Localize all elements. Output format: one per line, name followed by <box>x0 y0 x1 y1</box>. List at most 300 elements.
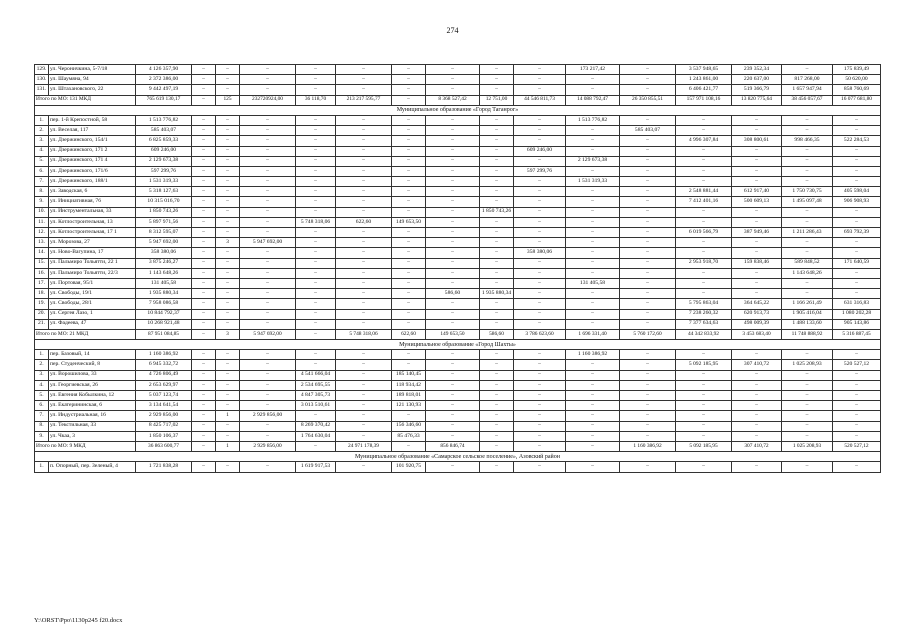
value-cell: – <box>620 462 676 472</box>
value-cell: – <box>620 350 676 360</box>
value-cell: – <box>296 197 336 207</box>
value-cell: – <box>392 411 426 421</box>
value-cell: – <box>426 360 480 370</box>
value-cell: – <box>782 391 833 401</box>
table-row <box>35 177 881 187</box>
total-cell: – <box>192 441 216 451</box>
value-cell: – <box>833 350 881 360</box>
value-cell: – <box>620 177 676 187</box>
value-cell: – <box>192 217 216 227</box>
value-cell: – <box>192 85 216 95</box>
value-cell: – <box>192 462 216 472</box>
value-cell: 4 996 307,84 <box>676 136 732 146</box>
value-cell: – <box>566 319 620 329</box>
table-row <box>35 156 881 166</box>
value-cell: 2 129 673,38 <box>566 156 620 166</box>
row-number: 11. <box>35 217 49 227</box>
value-cell: 498 009,39 <box>732 319 782 329</box>
table-row <box>35 421 881 431</box>
value-cell: – <box>732 431 782 441</box>
section-header-row <box>35 340 881 350</box>
value-cell: – <box>514 289 566 299</box>
total-cell: – <box>192 329 216 339</box>
row-number: 1. <box>35 115 49 125</box>
value-cell: 7 377 634,63 <box>676 319 732 329</box>
address-cell: пер. Базовый, 14 <box>49 350 136 360</box>
value-cell: – <box>216 136 240 146</box>
value-cell: – <box>216 370 240 380</box>
value-cell: – <box>336 370 392 380</box>
value-cell: 1 080 202,28 <box>833 309 881 319</box>
total-cell: 12 751,00 <box>480 95 514 105</box>
value-cell: – <box>296 65 336 75</box>
value-cell: 1 513 776,82 <box>136 115 192 125</box>
total-cell: 622,60 <box>392 329 426 339</box>
value-cell: – <box>296 319 336 329</box>
value-cell: – <box>216 391 240 401</box>
value-cell: 6 019 566,79 <box>676 228 732 238</box>
value-cell: – <box>833 177 881 187</box>
value-cell: – <box>192 289 216 299</box>
value-cell: 7 412 401,16 <box>676 197 732 207</box>
address-cell: ул. Котлостроительная, 17 1 <box>49 228 136 238</box>
value-cell: – <box>566 228 620 238</box>
table-row <box>35 207 881 217</box>
value-cell: – <box>192 177 216 187</box>
value-cell: – <box>392 177 426 187</box>
value-cell: – <box>336 309 392 319</box>
value-cell: – <box>620 217 676 227</box>
total-cell: 24 971 178,39 <box>336 441 392 451</box>
value-cell: – <box>566 146 620 156</box>
value-cell: – <box>392 136 426 146</box>
value-cell: – <box>620 391 676 401</box>
total-cell: 1 025 208,93 <box>782 441 833 451</box>
value-cell: – <box>392 238 426 248</box>
value-cell: – <box>336 156 392 166</box>
section-header-row <box>35 452 881 462</box>
value-cell: 1 495 097,48 <box>782 197 833 207</box>
value-cell: – <box>336 289 392 299</box>
value-cell: 2 548 881,44 <box>676 187 732 197</box>
value-cell: 10 268 921,48 <box>136 319 192 329</box>
table-row <box>35 136 881 146</box>
address-cell: ул. Штахановского, 22 <box>49 85 136 95</box>
value-cell: – <box>480 197 514 207</box>
value-cell: – <box>480 309 514 319</box>
value-cell: – <box>480 238 514 248</box>
value-cell: – <box>732 166 782 176</box>
value-cell: 8 269 370,42 <box>296 421 336 431</box>
table-row <box>35 380 881 390</box>
value-cell: – <box>336 126 392 136</box>
address-cell: ул. Ново-Вагупина, 17 <box>49 248 136 258</box>
value-cell: – <box>566 85 620 95</box>
table-row <box>35 299 881 309</box>
value-cell: – <box>240 228 296 238</box>
value-cell: – <box>240 319 296 329</box>
value-cell: 1 935 880,34 <box>136 289 192 299</box>
value-cell: 612 917,40 <box>732 187 782 197</box>
value-cell: – <box>426 65 480 75</box>
value-cell: – <box>480 268 514 278</box>
value-cell: – <box>566 248 620 258</box>
value-cell: – <box>566 166 620 176</box>
value-cell: 4 541 666,04 <box>296 370 336 380</box>
value-cell: – <box>296 207 336 217</box>
value-cell: – <box>216 350 240 360</box>
value-cell: – <box>620 228 676 238</box>
value-cell: – <box>192 299 216 309</box>
value-cell: – <box>296 278 336 288</box>
value-cell: – <box>192 166 216 176</box>
value-cell: – <box>566 462 620 472</box>
value-cell: 1 <box>216 411 240 421</box>
value-cell: – <box>296 411 336 421</box>
value-cell: – <box>732 289 782 299</box>
value-cell: 2 534 695,55 <box>296 380 336 390</box>
value-cell: 1 850 743,26 <box>480 207 514 217</box>
value-cell: – <box>782 146 833 156</box>
value-cell: – <box>240 75 296 85</box>
value-cell: 239 352,34 <box>732 65 782 75</box>
value-cell: – <box>833 370 881 380</box>
value-cell: – <box>480 370 514 380</box>
value-cell: – <box>336 299 392 309</box>
address-cell: ул. Дзержинского, 171 4 <box>49 156 136 166</box>
value-cell: – <box>676 289 732 299</box>
value-cell: – <box>620 166 676 176</box>
value-cell: – <box>620 411 676 421</box>
total-cell: 8 368 527,42 <box>426 95 480 105</box>
table-row <box>35 289 881 299</box>
value-cell: – <box>676 370 732 380</box>
row-number: 14. <box>35 248 49 258</box>
value-cell: 185 140,45 <box>392 370 426 380</box>
value-cell: – <box>782 278 833 288</box>
value-cell: – <box>296 309 336 319</box>
table-row <box>35 431 881 441</box>
value-cell: – <box>240 115 296 125</box>
address-cell: ул. Шаумяна, 94 <box>49 75 136 85</box>
value-cell: 620 913,73 <box>732 309 782 319</box>
value-cell: – <box>833 391 881 401</box>
value-cell: – <box>833 401 881 411</box>
value-cell: – <box>426 228 480 238</box>
total-label: Итого по МО: 9 МКД <box>35 441 136 451</box>
value-cell: – <box>216 228 240 238</box>
value-cell: – <box>426 299 480 309</box>
value-cell: – <box>732 278 782 288</box>
row-number: 1. <box>35 462 49 472</box>
value-cell: – <box>620 207 676 217</box>
page-number: 274 <box>446 26 459 35</box>
value-cell: – <box>296 350 336 360</box>
value-cell: – <box>782 126 833 136</box>
value-cell: 622,60 <box>336 217 392 227</box>
value-cell: – <box>480 146 514 156</box>
value-cell: – <box>514 299 566 309</box>
value-cell: – <box>514 75 566 85</box>
value-cell: – <box>833 115 881 125</box>
table-row <box>35 350 881 360</box>
table-row <box>35 65 881 75</box>
value-cell: 1 488 133,60 <box>782 319 833 329</box>
value-cell: – <box>240 278 296 288</box>
value-cell: – <box>732 146 782 156</box>
value-cell: – <box>480 217 514 227</box>
row-number: 16. <box>35 268 49 278</box>
value-cell: 631 316,83 <box>833 299 881 309</box>
value-cell: – <box>426 380 480 390</box>
value-cell: – <box>514 197 566 207</box>
value-cell: – <box>240 177 296 187</box>
value-cell: – <box>426 268 480 278</box>
value-cell: – <box>732 401 782 411</box>
table-row <box>35 370 881 380</box>
value-cell: 156 346,60 <box>392 421 426 431</box>
table-row <box>35 197 881 207</box>
value-cell: – <box>480 156 514 166</box>
value-cell: – <box>336 278 392 288</box>
value-cell: – <box>336 115 392 125</box>
value-cell: 307 410,72 <box>732 360 782 370</box>
value-cell: – <box>620 258 676 268</box>
table-row <box>35 278 881 288</box>
value-cell: – <box>240 217 296 227</box>
value-cell: – <box>426 75 480 85</box>
value-cell: – <box>240 421 296 431</box>
value-cell: – <box>833 380 881 390</box>
total-cell: 16 077 681,80 <box>833 95 881 105</box>
value-cell: – <box>192 380 216 390</box>
value-cell: – <box>240 299 296 309</box>
value-cell: – <box>833 278 881 288</box>
row-number: 4. <box>35 146 49 156</box>
value-cell: 609 246,00 <box>136 146 192 156</box>
address-cell: ул. Инициативная, 76 <box>49 197 136 207</box>
table-row <box>35 238 881 248</box>
table-row <box>35 126 881 136</box>
value-cell: 1 513 776,82 <box>566 115 620 125</box>
value-cell: – <box>336 319 392 329</box>
value-cell: 520 527,12 <box>833 360 881 370</box>
value-cell: 171 640,59 <box>833 258 881 268</box>
value-cell: – <box>426 370 480 380</box>
value-cell: – <box>336 421 392 431</box>
value-cell: 358 380,06 <box>514 248 566 258</box>
value-cell: 522 284,53 <box>833 136 881 146</box>
value-cell: – <box>240 431 296 441</box>
value-cell: 5 795 863,04 <box>676 299 732 309</box>
value-cell: – <box>566 309 620 319</box>
address-cell: ул. Чероничкина, 5-7/18 <box>49 65 136 75</box>
value-cell: – <box>480 166 514 176</box>
value-cell: – <box>514 177 566 187</box>
value-cell: – <box>480 319 514 329</box>
value-cell: – <box>480 126 514 136</box>
value-cell: – <box>514 309 566 319</box>
value-cell: – <box>566 299 620 309</box>
total-cell: 232720924,00 <box>240 95 296 105</box>
value-cell: – <box>514 401 566 411</box>
value-cell: – <box>566 136 620 146</box>
address-cell: ул. Пальмиро Тольятти, 22/3 <box>49 268 136 278</box>
value-cell: – <box>216 401 240 411</box>
value-cell: – <box>566 421 620 431</box>
value-cell: – <box>480 380 514 390</box>
value-cell: – <box>336 268 392 278</box>
value-cell: – <box>426 115 480 125</box>
value-cell: – <box>392 166 426 176</box>
value-cell: – <box>296 258 336 268</box>
value-cell: – <box>192 421 216 431</box>
value-cell: – <box>833 207 881 217</box>
row-number: 5. <box>35 391 49 401</box>
value-cell: – <box>620 75 676 85</box>
value-cell: – <box>296 75 336 85</box>
total-label: Итого по МО: 131 МКД <box>35 95 136 105</box>
value-cell: – <box>732 380 782 390</box>
value-cell: – <box>216 289 240 299</box>
value-cell: 1 721 838,28 <box>136 462 192 472</box>
value-cell: – <box>240 248 296 258</box>
value-cell: 1 160 386,92 <box>136 350 192 360</box>
value-cell: – <box>392 248 426 258</box>
value-cell: 8 425 717,02 <box>136 421 192 431</box>
row-number: 6. <box>35 166 49 176</box>
value-cell: – <box>392 207 426 217</box>
table-row <box>35 115 881 125</box>
value-cell: – <box>620 85 676 95</box>
value-cell: – <box>620 238 676 248</box>
row-number: 131. <box>35 85 49 95</box>
value-cell: – <box>514 258 566 268</box>
value-cell: 5 092 185,95 <box>676 360 732 370</box>
value-cell: – <box>216 207 240 217</box>
value-cell: – <box>480 462 514 472</box>
value-cell: – <box>240 268 296 278</box>
value-cell: – <box>833 289 881 299</box>
value-cell: 998 466,35 <box>782 136 833 146</box>
value-cell: – <box>216 278 240 288</box>
value-cell: – <box>392 187 426 197</box>
value-cell: – <box>192 75 216 85</box>
value-cell: – <box>296 136 336 146</box>
value-cell: – <box>620 156 676 166</box>
value-cell: – <box>216 462 240 472</box>
value-cell: – <box>480 115 514 125</box>
value-cell: – <box>240 289 296 299</box>
value-cell: – <box>480 85 514 95</box>
value-cell: – <box>480 65 514 75</box>
value-cell: – <box>216 217 240 227</box>
value-cell: – <box>833 166 881 176</box>
total-cell: 856 846,74 <box>426 441 480 451</box>
value-cell: 149 653,50 <box>392 217 426 227</box>
total-cell: 3 <box>216 329 240 339</box>
value-cell: – <box>514 115 566 125</box>
value-cell: – <box>336 75 392 85</box>
row-number: 20. <box>35 309 49 319</box>
value-cell: – <box>620 248 676 258</box>
value-cell: 6 945 332,72 <box>136 360 192 370</box>
total-cell: – <box>296 329 336 339</box>
value-cell: – <box>620 319 676 329</box>
total-cell: 765 619 130,17 <box>136 95 192 105</box>
value-cell: 2 953 918,70 <box>676 258 732 268</box>
value-cell: – <box>392 228 426 238</box>
footer-file-path: Y:\ORST\Ppo\1130p245 f20.docx <box>34 617 123 624</box>
value-cell: – <box>216 177 240 187</box>
total-cell: 11 748 888,92 <box>782 329 833 339</box>
value-cell: – <box>566 370 620 380</box>
total-cell: 1 696 331,40 <box>566 329 620 339</box>
value-cell: – <box>216 309 240 319</box>
value-cell: – <box>514 207 566 217</box>
total-cell: 3 786 623,60 <box>514 329 566 339</box>
total-row <box>35 329 881 339</box>
value-cell: – <box>480 411 514 421</box>
value-cell: – <box>676 115 732 125</box>
value-cell: 1 619 917,53 <box>296 462 336 472</box>
value-cell: – <box>216 85 240 95</box>
value-cell: 7 238 260,32 <box>676 309 732 319</box>
total-cell: 3 453 683,40 <box>732 329 782 339</box>
value-cell: – <box>514 187 566 197</box>
value-cell: – <box>426 217 480 227</box>
row-number: 4. <box>35 380 49 390</box>
value-cell: – <box>620 268 676 278</box>
total-cell: 14 088 792,47 <box>566 95 620 105</box>
table-row <box>35 75 881 85</box>
table-row <box>35 462 881 472</box>
value-cell: – <box>566 380 620 390</box>
value-cell: – <box>732 391 782 401</box>
value-cell: – <box>216 380 240 390</box>
value-cell: 5 037 123,74 <box>136 391 192 401</box>
total-label: Итого по МО: 21 МКД <box>35 329 136 339</box>
value-cell: 7 958 086,58 <box>136 299 192 309</box>
value-cell: – <box>833 238 881 248</box>
total-cell: 2 929 856,00 <box>240 441 296 451</box>
value-cell: – <box>240 360 296 370</box>
row-number: 21. <box>35 319 49 329</box>
total-cell: 36 863 600,77 <box>136 441 192 451</box>
value-cell: – <box>833 268 881 278</box>
value-cell: – <box>514 431 566 441</box>
value-cell: – <box>676 278 732 288</box>
value-cell: – <box>240 187 296 197</box>
value-cell: – <box>240 380 296 390</box>
total-cell: 5 947 692,00 <box>240 329 296 339</box>
value-cell: – <box>192 431 216 441</box>
value-cell: – <box>676 391 732 401</box>
value-cell: – <box>514 421 566 431</box>
value-cell: – <box>833 156 881 166</box>
value-cell: – <box>620 370 676 380</box>
value-cell: – <box>426 401 480 411</box>
value-cell: – <box>480 278 514 288</box>
value-cell: 6 825 859,33 <box>136 136 192 146</box>
value-cell: – <box>514 238 566 248</box>
value-cell: – <box>480 248 514 258</box>
value-cell: – <box>296 115 336 125</box>
value-cell: 3 <box>216 238 240 248</box>
value-cell: – <box>426 462 480 472</box>
value-cell: – <box>392 65 426 75</box>
value-cell: 1 935 880,34 <box>480 289 514 299</box>
